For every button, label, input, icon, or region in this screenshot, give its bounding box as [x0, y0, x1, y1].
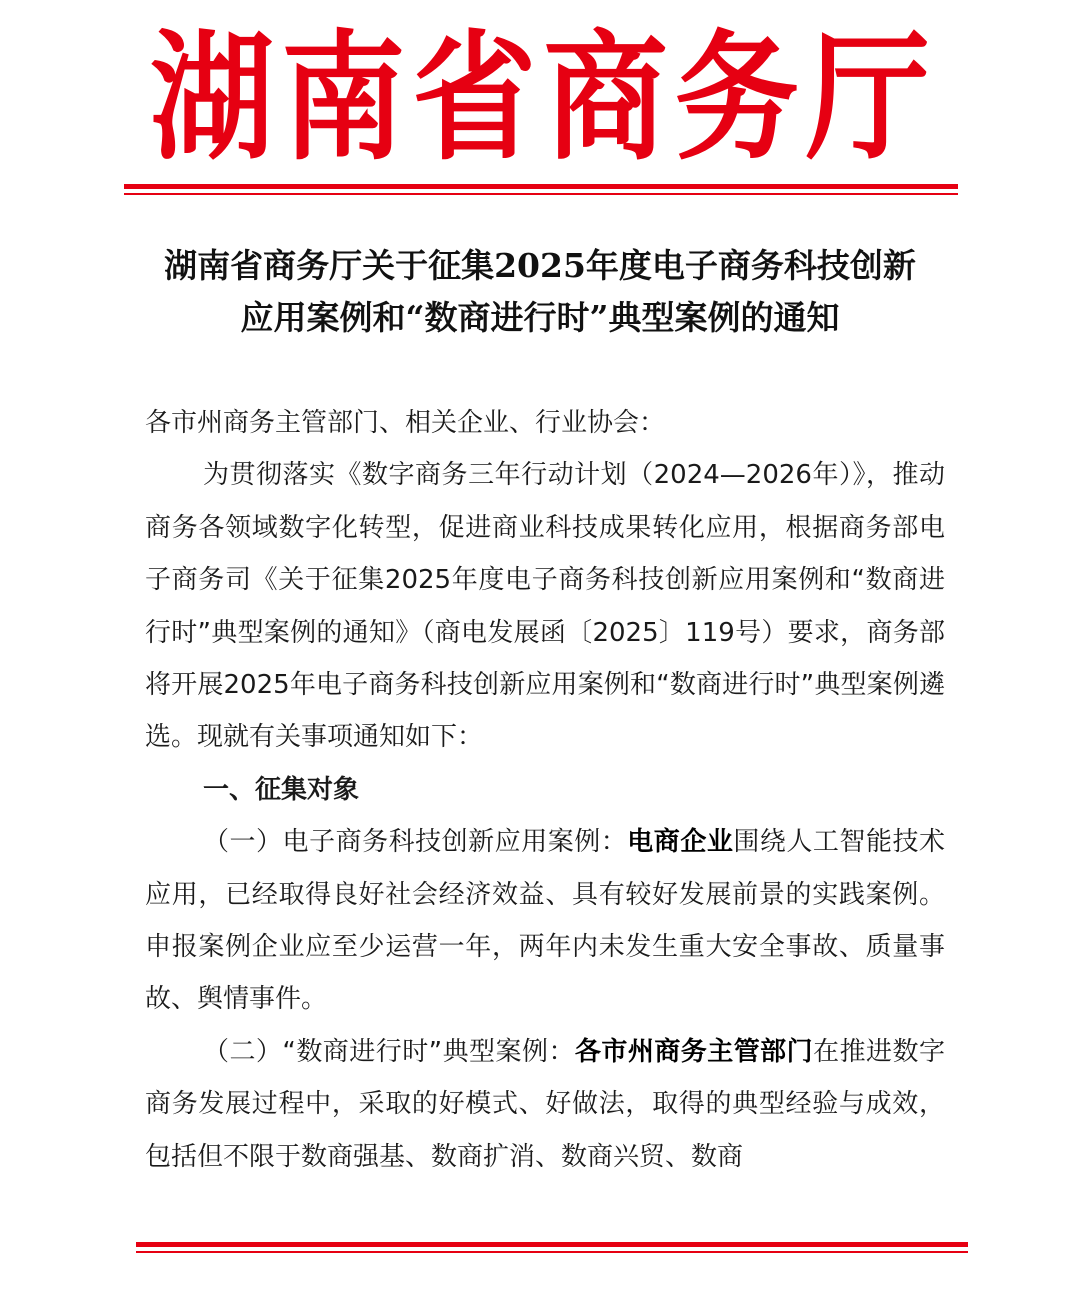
item-1-paragraph	[145, 816, 945, 1026]
item-2-prefix: （二）“数商进行时”典型案例：	[203, 1036, 575, 1067]
masthead-char: 省	[412, 17, 537, 180]
document-title	[130, 240, 950, 344]
letterhead-masthead	[150, 15, 930, 183]
header-red-rule-thick	[124, 184, 958, 189]
title-line-2: 应用案例和“数商进行时”典型案例的通知	[240, 298, 840, 337]
intro-paragraph: 为贯彻落实《数字商务三年行动计划（2024—2026年）》，推动商务各领域数字化转型，促进商业科技成果转化应用，根据商务部电子商务司《关于征集2025年度电子商务科技创新应用案例和“数商进行时”典型案例的通知》（商电发展函〔2025〕119号）要求，商务部将开展2025年电子商务科技创新应用案例和“数商进行时”典型案例遴选。现就有关事项通知如下：	[145, 460, 945, 753]
masthead-char: 南	[281, 17, 406, 180]
item-2-emphasis: 各市州商务主管部门	[574, 1036, 814, 1067]
footer-red-rule-thin	[136, 1251, 968, 1253]
footer-red-rule-thick	[136, 1242, 968, 1247]
item-2-text: 在推进数字商务发展过程中，采取的好模式、好做法，取得的典型经验与成效，包括但不限于数商强基、数商扩消、数商兴贸、数商	[145, 1036, 945, 1172]
masthead-char: 务	[674, 17, 799, 180]
item-1-prefix: （一）电子商务科技创新应用案例：	[203, 827, 628, 858]
section-heading: 一、征集对象	[203, 774, 360, 805]
masthead-char: 厅	[805, 17, 930, 180]
masthead-char: 湖	[150, 17, 275, 180]
document-body	[145, 397, 945, 1183]
salutation: 各市州商务主管部门、相关企业、行业协会：	[145, 408, 666, 438]
item-1-text: 围绕人工智能技术应用，已经取得良好社会经济效益、具有较好发展前景的实践案例。申报案例企业应至少运营一年，两年内未发生重大安全事故、质量事故、舆情事件。	[145, 827, 945, 1015]
item-2-paragraph	[145, 1026, 945, 1183]
item-1-emphasis: 电商企业	[627, 827, 734, 858]
masthead-char: 商	[543, 17, 668, 180]
title-line-1: 湖南省商务厅关于征集2025年度电子商务科技创新	[164, 246, 916, 285]
header-red-rule-thin	[124, 193, 958, 195]
